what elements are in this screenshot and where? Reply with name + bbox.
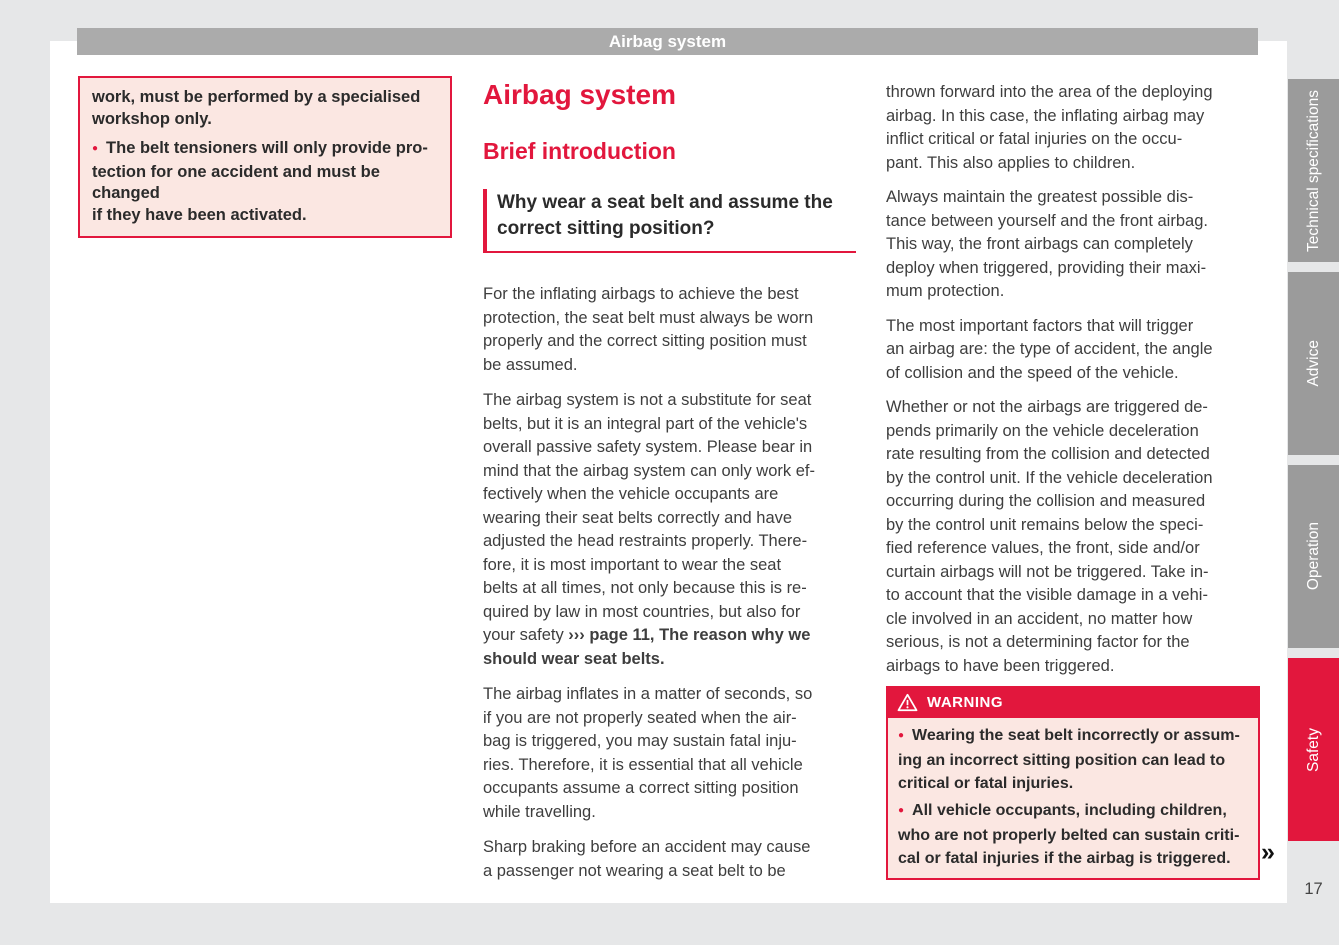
paragraph: Always maintain the greatest possible dis- tance between yourself and the front airbag. This way, the front airbags can completely deploy when triggered, providing their maxi- mum protection. xyxy=(886,188,1208,300)
note-bullet-text: The belt tensioners will only provide pro- tection for one accident and must be changed if they have been activated. xyxy=(92,139,428,224)
warning-title: WARNING xyxy=(927,693,1003,711)
subsection-heading: Why wear a seat belt and assume the correct sitting position? xyxy=(483,189,856,253)
sidebar-tab-safety[interactable] xyxy=(1288,658,1339,841)
warning-triangle-icon xyxy=(897,693,918,712)
paragraph: Sharp braking before an accident may cause a passenger not wearing a seat belt to be xyxy=(483,838,811,880)
article-title: Airbag system xyxy=(483,79,676,110)
warning-box xyxy=(886,686,1260,880)
page-continuation-marker: » xyxy=(1261,838,1275,866)
paragraph-text: The airbag system is not a substitute for seat belts, but it is an integral part of the vehicle's overall passive safety system. Please bear in mind that the airbag system can only work ef- fectively when the vehicle occupants are wearing their seat belts correctly and have adjusted the head restraints properly. There- fore, it is most important to wear the seat belts at all times, not only because this is re- quired by law in most countries, but also for your safety xyxy=(483,391,815,644)
page-number: 17 xyxy=(1304,880,1323,898)
warning-bullet-text: Wearing the seat belt incorrectly or assum- ing an incorrect sitting position can lead to critical or fatal injuries. xyxy=(898,727,1240,792)
sidebar-tab-label: Operation xyxy=(1304,522,1322,591)
note-bullet-item xyxy=(92,138,438,226)
note-continuation-text: work, must be performed by a specialised workshop only. xyxy=(92,88,421,128)
sidebar-tab-technical-specifications[interactable] xyxy=(1288,79,1339,262)
sidebar-tab-label: Advice xyxy=(1304,340,1322,387)
paragraph xyxy=(483,389,868,671)
middle-text-column xyxy=(483,75,868,883)
sidebar-tab-label: Safety xyxy=(1304,727,1322,772)
belt-tensioner-note-box xyxy=(78,76,452,238)
sidebar-tab-label: Technical specifications xyxy=(1304,89,1322,252)
paragraph: thrown forward into the area of the deploying airbag. In this case, the inflating airbag may inflict critical or fatal injuries on the occu- pant. This also applies to children. xyxy=(886,83,1213,172)
page-11-cross-reference[interactable]: ››› page 11, The reason why we should wear seat belts. xyxy=(483,626,811,668)
sidebar-tab-advice[interactable] xyxy=(1288,272,1339,455)
section-heading: Brief introduction xyxy=(483,138,676,164)
paragraph: The most important factors that will trigger an airbag are: the type of accident, the angle of collision and the speed of the vehicle. xyxy=(886,316,1213,382)
warning-bullet-item xyxy=(898,724,1248,795)
warning-bullet-item xyxy=(898,799,1248,870)
paragraph: The airbag inflates in a matter of seconds, so if you are not properly seated when the air- bag is triggered, you may sustain fatal inju- ries. Therefore, it is essential that all vehicle occupants assume a correct sitting position while travelling. xyxy=(483,685,813,821)
chapter-header-bar xyxy=(77,28,1258,55)
warning-box-body xyxy=(886,718,1260,880)
warning-bullet-text: All vehicle occupants, including children, who are not properly belted can sustain criti- cal or fatal injuries if the airbag is triggered. xyxy=(898,802,1240,867)
sidebar-tab-operation[interactable] xyxy=(1288,465,1339,648)
warning-box-header xyxy=(886,686,1260,718)
paragraph: Whether or not the airbags are triggered de- pends primarily on the vehicle deceleration rate resulting from the collision and detected by the control unit. If the vehicle deceleration occurring during the collision and measured by the control unit remains below the speci- fied reference values, the front, side and/or curtain airbags will not be triggered. Take in- to account that the visible damage in a vehi- cle involved in an accident, no matter how serious, is not a determining factor for the airbags to have been triggered. xyxy=(886,398,1213,675)
right-text-column xyxy=(886,75,1271,880)
paragraph: For the inflating airbags to achieve the best protection, the seat belt must always be worn properly and the correct sitting position must be assumed. xyxy=(483,285,814,374)
chapter-title: Airbag system xyxy=(608,31,727,51)
